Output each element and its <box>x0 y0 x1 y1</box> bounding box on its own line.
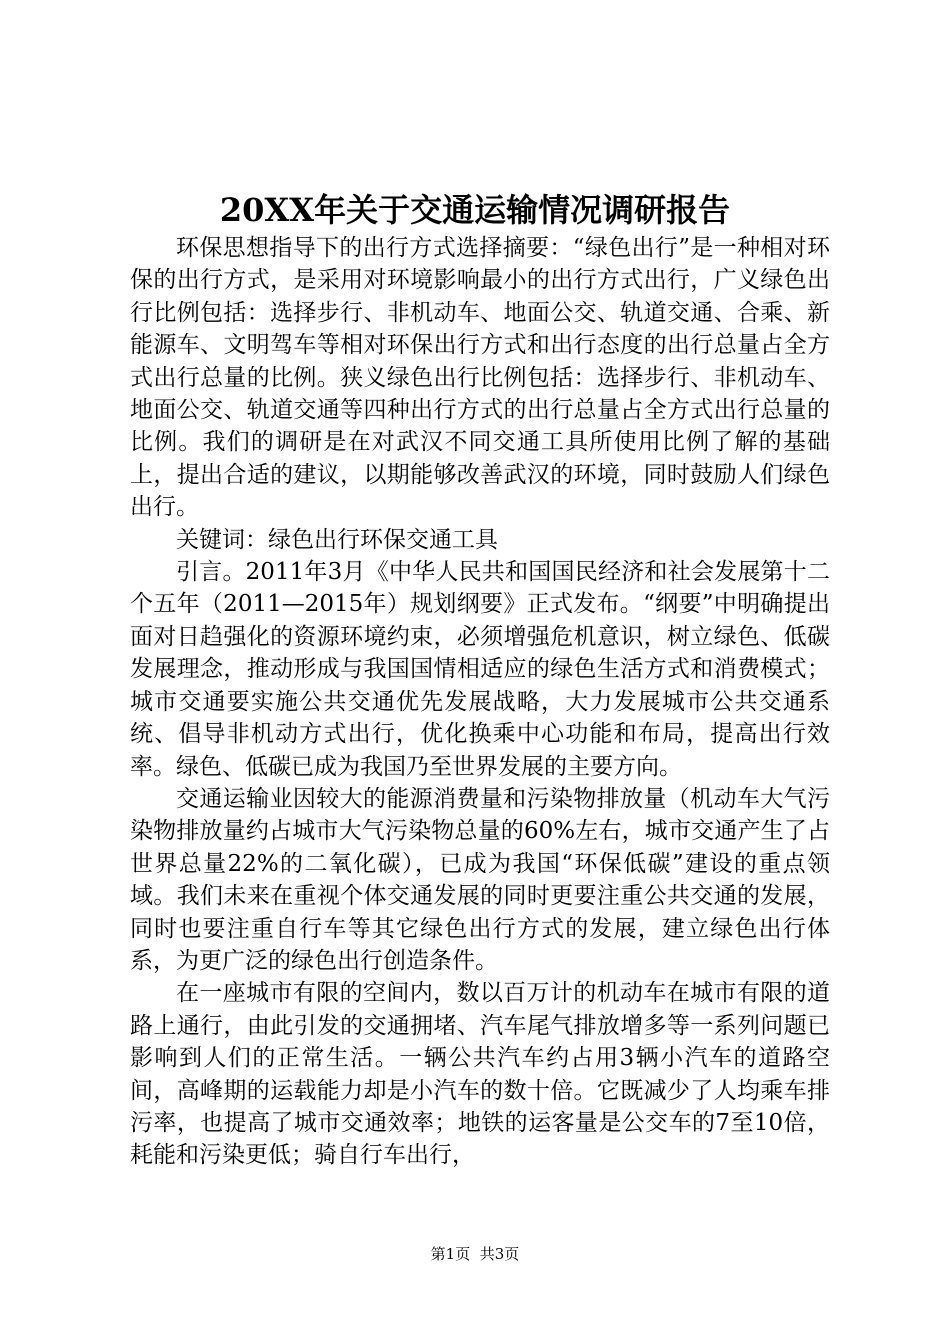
body-paragraph: 在一座城市有限的空间内，数以百万计的机动车在城市有限的道路上通行，由此引发的交通拥堵、汽车尾气排放增多等一系列问题已影响到人们的正常生活。一辆公共汽车约占用3辆小汽车的道路空间，高峰期的运载能力却是小汽车的数十倍。它既减少了人均乘车排污率，也提高了城市交通效率；地铁的运客量是公交车的7至10倍，耗能和污染更低；骑自行车出行， <box>130 980 830 1169</box>
abstract-paragraph: 环保思想指导下的出行方式选择摘要：“绿色出行”是一种相对环保的出行方式，是采用对环境影响最小的出行方式出行，广义绿色出行比例包括：选择步行、非机动车、地面公交、轨道交通、合乘、新能源车、文明驾车等相对环保出行方式和出行态度的出行总量占全方式出行总量的比例。狭义绿色出行比例包括：选择步行、非机动车、地面公交、轨道交通等四种出行方式的出行总量占全方式出行总量的比例。我们的调研是在对武汉不同交通工具所使用比例了解的基础上，提出合适的建议，以期能够改善武汉的环境，同时鼓励人们绿色出行。 <box>130 235 830 521</box>
body-paragraph: 交通运输业因较大的能源消费量和污染物排放量（机动车大气污染物排放量约占城市大气污染物总量的60%左右，城市交通产生了占世界总量22%的二氧化碳），已成为我国“环保低碳”建设的重点领域。我们未来在重视个体交通发展的同时更要注重公共交通的发展，同时也要注重自行车等其它绿色出行方式的发展，建立绿色出行体系，为更广泛的绿色出行创造条件。 <box>130 785 830 974</box>
page-footer <box>0 1244 950 1264</box>
page-number: 第1页 <box>430 1245 471 1263</box>
page-total: 共3页 <box>479 1245 520 1263</box>
introduction-paragraph: 引言。2011年3月《中华人民共和国国民经济和社会发展第十二个五年（2011—2015年）规划纲要》正式发布。“纲要”中明确提出面对日趋强化的资源环境约束，必须增强危机意识，树立绿色、低碳发展理念，推动形成与我国国情相适应的绿色生活方式和消费模式；城市交通要实施公共交通优先发展战略，大力发展城市公共交通系统、倡导非机动方式出行，优化换乘中心功能和布局，提高出行效率。绿色、低碳已成为我国乃至世界发展的主要方向。 <box>130 559 830 780</box>
document-body <box>130 232 830 1172</box>
document-title: 20XX年关于交通运输情况调研报告 <box>219 191 731 229</box>
keywords-paragraph: 关键词：绿色出行环保交通工具 <box>176 526 498 553</box>
